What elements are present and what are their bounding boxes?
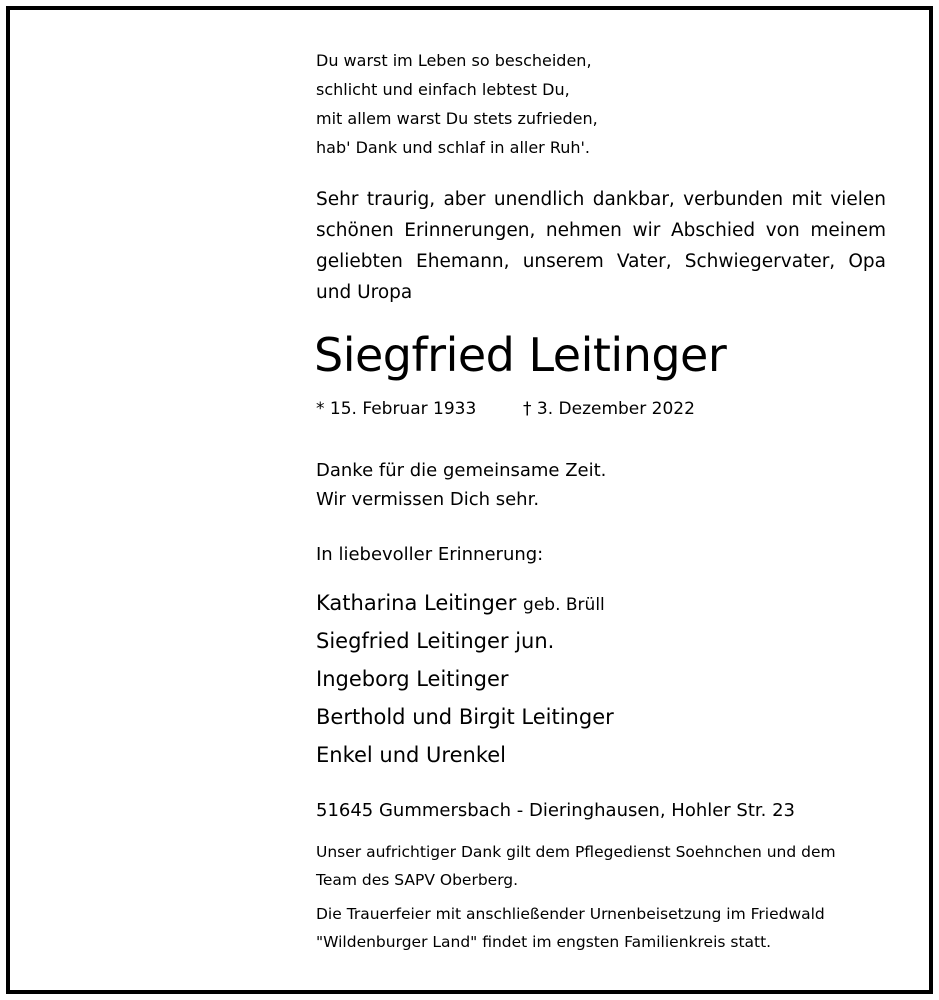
widow-name: Katharina Leitinger [316, 591, 517, 615]
thanks-line: Wir vermissen Dich sehr. [316, 489, 540, 510]
mourner-name: Ingeborg Leitinger [316, 667, 509, 691]
ceremony-note [316, 900, 825, 956]
thanks-text [316, 456, 606, 514]
intro-line: schönen Erinnerungen, nehmen wir Abschied von meinem [316, 220, 886, 241]
note-line: Team des SAPV Oberberg. [316, 871, 519, 889]
intro-line: und Uropa [316, 282, 413, 303]
poem-line: hab' Dank und schlaf in aller Ruh'. [316, 138, 591, 157]
note-line: Die Trauerfeier mit anschließender Urnenbeisetzung im Friedwald [316, 905, 825, 923]
poem [316, 46, 598, 162]
thanks-note [316, 838, 836, 894]
mourner-name: Berthold und Birgit Leitinger [316, 705, 614, 729]
poem-line: schlicht und einfach lebtest Du, [316, 80, 570, 99]
note-line: "Wildenburger Land" findet im engsten Familienkreis statt. [316, 933, 772, 951]
thanks-line: Danke für die gemeinsame Zeit. [316, 460, 607, 481]
mourners-list [316, 584, 614, 774]
birth-date: * 15. Februar 1933 [316, 399, 477, 419]
mourner-name: Siegfried Leitinger jun. [316, 629, 555, 653]
intro-paragraph [316, 184, 886, 308]
death-date: † 3. Dezember 2022 [523, 399, 695, 419]
intro-line: Sehr traurig, aber unendlich dankbar, verbunden mit vielen [316, 189, 886, 210]
mourner-name: Enkel und Urenkel [316, 743, 506, 767]
memory-line: In liebevoller Erinnerung: [316, 544, 544, 565]
deceased-name: Siegfried Leitinger [314, 328, 727, 382]
mourner-widow [316, 584, 614, 622]
note-line: Unser aufrichtiger Dank gilt dem Pflegedienst Soehnchen und dem [316, 843, 836, 861]
poem-line: mit allem warst Du stets zufrieden, [316, 109, 598, 128]
poem-line: Du warst im Leben so bescheiden, [316, 51, 592, 70]
widow-maiden-name: geb. Brüll [523, 595, 605, 615]
address: 51645 Gummersbach - Dieringhausen, Hohler Str. 23 [316, 800, 796, 821]
intro-line: geliebten Ehemann, unserem Vater, Schwiegervater, Opa [316, 251, 886, 272]
